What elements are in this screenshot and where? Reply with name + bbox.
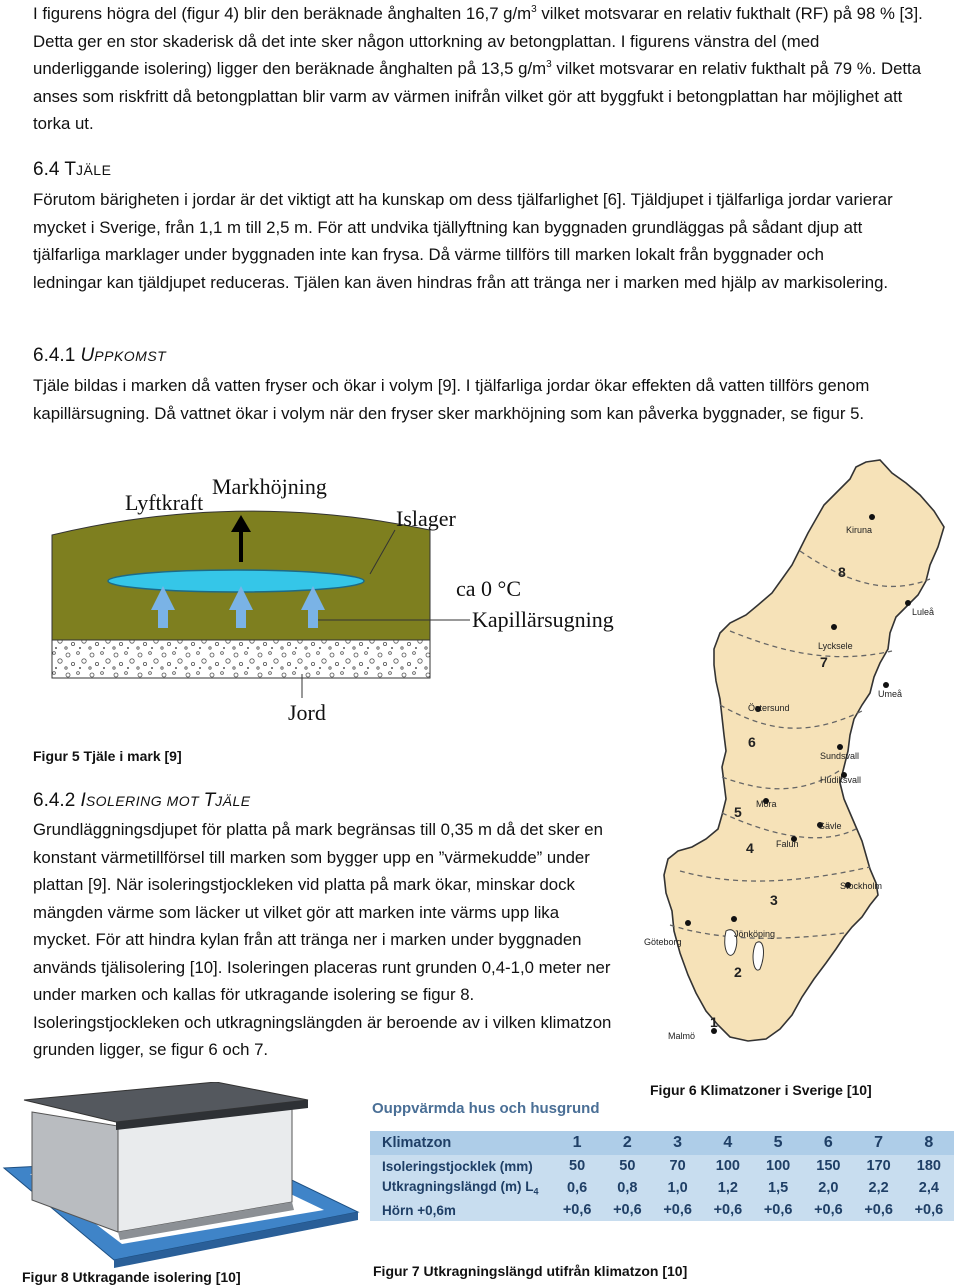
zone-7: 7 <box>820 654 828 670</box>
city-mora: Mora <box>756 799 777 809</box>
insulation-table-figure <box>370 1100 960 1221</box>
city-lycksele: Lycksele <box>818 641 853 651</box>
label-islager: Islager <box>396 506 456 531</box>
gravel-layer <box>52 640 430 678</box>
table-title: Ouppvärmda hus och husgrund <box>372 1100 600 1117</box>
superscript-3: 3 <box>531 4 537 15</box>
city-lulea: Luleå <box>912 607 935 617</box>
zone-4: 4 <box>746 840 754 856</box>
city-goteborg: Göteborg <box>644 937 682 947</box>
city-hudiksvall: Hudiksvall <box>820 775 862 785</box>
figure-5-caption: Figur 5 Tjäle i mark [9] <box>33 748 182 764</box>
label-markhojning: Markhöjning <box>212 474 327 499</box>
section-heading-6-4-2: 6.4.2 ISOLERING MOT TJÄLE <box>33 790 251 811</box>
table-row-isoleringstjocklek: Isoleringstjocklek (mm) 50 50 70 100 100 150 170 180 <box>382 1158 941 1174</box>
figure-6-caption: Figur 6 Klimatzoner i Sverige [10] <box>650 1082 872 1098</box>
city-umea: Umeå <box>878 689 903 699</box>
label-temperature: ca 0 °C <box>456 576 522 601</box>
zone-5: 5 <box>734 804 742 820</box>
section-6-4-body: Förutom bärigheten i jordar är det viktigt att ha kunskap om dess tjälfarlighet [6]. Tjäldjupet i tjälfarliga jordar varierar mycket i Sverige, från 1,1 m till 2,5 m. För att undvika tjällyftning kan byggnaden grundläggas på sådant djup att tjälfarliga marklager under byggnaden inte kan frysa. Då värme tillförs till marken lokalt från byggnader och ledningar kan tjäldjupet reduceras. Tjälen kan även hindras från att tränga ner i marken med hjälp av markisolering. <box>33 190 893 292</box>
city-gavle: Gävle <box>818 821 842 831</box>
zone-3: 3 <box>770 892 778 908</box>
zone-8: 8 <box>838 564 846 580</box>
label-kapillarsugning: Kapillärsugning <box>472 607 614 632</box>
zone-2: 2 <box>734 964 742 980</box>
intro-paragraph: I figurens högra del (figur 4) blir den beräknade ånghalten 16,7 $g/m^3$ vilket motsvarar en relativ fukthalt (RF) på 98 % [3]. Detta ger en stor skaderisk då det inte sker någon uttorkning av betongplattan. I figurens vänstra del (med underliggande isolering) ligger den beräknade ånghalten på 13,5 $g/m^3$ vilket motsvarar en relativ fukthalt på 79 %. Detta anses som riskfritt då betongplattan blir varm av värmen inifrån vilket gör att byggfukt i betongplattan har möjlighet att torka ut. <box>33 4 923 133</box>
section-heading-6-4-1: 6.4.1 UPPKOMST <box>33 345 167 366</box>
section-6-4-2-body: Grundläggningsdjupet för platta på mark begränsas till 0,35 m då det sker en konstant värmetillförsel till marken som bygger upp en ”värmekudde” under plattan [9]. När isoleringstjockleken vid platta på mark ökar, minskar dock mängden värme som läcker ut vilket gör att marken inte värms upp lika mycket. För att hindra kylan från att tränga ner i marken under byggnaden används tjälisolering [10]. Isoleringen placeras runt grunden 0,4-1,0 meter ner under marken och kallas för utkragande isolering se figur 8. Isoleringstjockleken och utkragningslängden är beroende av i vilken klimatzon grunden ligger, se figur 6 och 7. <box>33 820 612 1059</box>
city-kiruna: Kiruna <box>846 525 873 535</box>
label-lyftkraft: Lyftkraft <box>125 490 204 515</box>
city-falun: Falun <box>776 839 799 849</box>
city-ostersund: Östersund <box>748 703 790 713</box>
zone-1: 1 <box>710 1014 718 1030</box>
ice-lens <box>108 570 364 592</box>
table-row-klimatzon: Klimatzon 1 2 3 4 5 6 7 8 <box>370 1131 954 1155</box>
climate-zone-map <box>630 455 960 1055</box>
table-row-horn: Hörn +0,6m +0,6 +0,6 +0,6 +0,6 +0,6 +0,6 +0,6 +0,6 <box>382 1202 944 1218</box>
figure-8-caption: Figur 8 Utkragande isolering [10] <box>22 1269 241 1285</box>
section-6-4-1-body: Tjäle bildas i marken då vatten fryser och ökar i volym [9]. I tjälfarliga jordar ökar effekten då vatten tillförs genom kapillärsugning. Då vattnet ökar i volym när den fryser sker markhöjning som kan påverka byggnader, se figur 5. <box>33 376 870 423</box>
house-side-wall <box>32 1112 118 1232</box>
table-row-utkragningslangd: Utkragningslängd (m) $L_4$ 0,6 0,8 1,0 1,2 1,5 2,0 2,2 2,4 <box>382 1179 939 1197</box>
insulated-house-figure <box>2 1082 360 1270</box>
city-jonkoping: Jönköping <box>734 929 776 939</box>
city-stockholm: Stockholm <box>840 881 883 891</box>
superscript-3: 3 <box>546 59 552 70</box>
section-heading-6-4: 6.4 TJÄLE <box>33 159 112 180</box>
label-jord: Jord <box>288 700 326 725</box>
figure-7-caption: Figur 7 Utkragningslängd utifrån klimatzon [10] <box>373 1263 688 1279</box>
sweden-outline <box>664 460 944 1041</box>
city-sundsvall: Sundsvall <box>820 751 860 761</box>
frost-heave-figure <box>40 470 640 730</box>
city-malmo: Malmö <box>668 1031 696 1041</box>
zone-6: 6 <box>748 734 756 750</box>
klimatzon-table <box>370 1131 954 1221</box>
